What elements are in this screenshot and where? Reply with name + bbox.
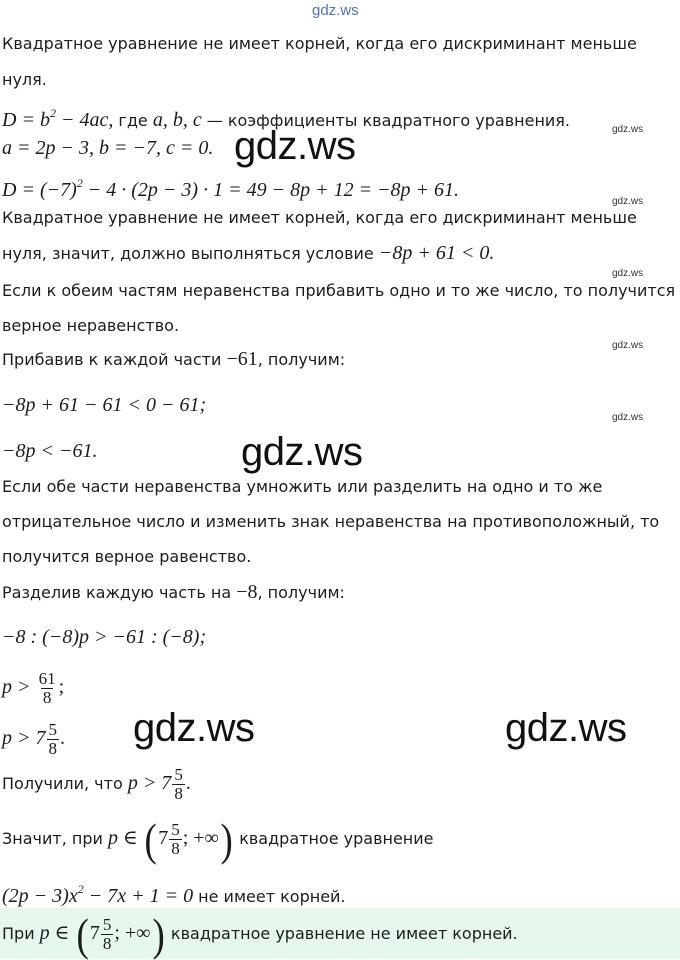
text-line: отрицательное число и изменить знак неравенства на противоположный, то [2, 512, 660, 531]
text: Значит, при [2, 829, 108, 848]
watermark-big: gdz.ws [505, 706, 627, 750]
inequality: −8p < −61. [2, 440, 98, 462]
watermark-big: gdz.ws [234, 124, 356, 168]
text-line: получится верное равенство. [2, 547, 252, 566]
inequality: −8 : (−8)p > −61 : (−8); [2, 626, 207, 648]
watermark-big: gdz.ws [133, 706, 255, 750]
text-line: Если к обеим частям неравенства прибавить одно и то же число, то получится [2, 281, 676, 300]
divide-step [2, 581, 345, 604]
text: не имеет корней. [193, 887, 346, 906]
result-line: Получили, что p > 7 $\frac{5}{8}$ . [2, 765, 191, 803]
fraction: $\frac{5}{8}$ [171, 820, 180, 858]
text-line: Квадратное уравнение не имеет корней, когда его дискриминант меньше [2, 34, 637, 53]
text: Прибавив к каждой части [2, 350, 227, 369]
text: Получили, что [2, 774, 128, 793]
text: При [2, 924, 40, 943]
math: p > 7 [2, 727, 46, 749]
math: p ∈ [107, 827, 138, 849]
formula: $D = b^2 - 4ac$, [2, 106, 114, 131]
text: квадратное уравнение [234, 829, 434, 848]
math: −61 [226, 348, 258, 370]
watermark-small: gdz.ws [612, 196, 644, 207]
coefficients: a = 2p − 3, b = −7, c = 0. [2, 137, 214, 159]
text-line: верное неравенство. [2, 316, 180, 335]
fraction-inequality: p > $\frac{61}{8}$ ; [2, 669, 65, 707]
interval-line: Значит, при p ∈ (7 $\frac{5}{8}$ ; +∞) квадратное уравнение [2, 813, 434, 865]
text: где [113, 111, 153, 130]
vars: a, b, c [152, 109, 202, 131]
condition-line [2, 242, 494, 265]
mixed-fraction-inequality: p > 7 $\frac{5}{8}$ . [2, 720, 65, 758]
watermark-small: gdz.ws [612, 124, 644, 135]
text: , получим: [257, 350, 346, 369]
discriminant-calc: $D = (-7)^2 - 4 \cdot (2p - 3) \cdot 1 = 49 - 8p + 12 = -8p + 61$. [2, 176, 460, 201]
watermark-small: gdz.ws [612, 268, 644, 279]
math: −8p + 61 < 0. [378, 242, 495, 264]
equation-line [2, 878, 346, 908]
text: — коэффициенты квадратного уравнения. [201, 111, 571, 130]
equation: $(2p - 3)x^2 - 7x + 1 = 0$ [2, 882, 194, 907]
fraction: $\frac{5}{8}$ [48, 720, 57, 758]
fraction: $\frac{5}{8}$ [102, 915, 112, 953]
math: p ∈ [39, 922, 70, 944]
text-line: нуля. [2, 70, 47, 89]
text: , получим: [257, 583, 345, 602]
fraction: $\frac{61}{8}$ [38, 669, 56, 707]
math: −8 [236, 581, 258, 603]
text-line: Квадратное уравнение не имеет корней, когда его дискриминант меньше [2, 208, 637, 227]
text-line: Если обе части неравенства умножить или разделить на одно и то же [2, 477, 603, 496]
watermark-small: gdz.ws [612, 412, 644, 423]
add-step [2, 348, 345, 371]
watermark-big: gdz.ws [241, 430, 363, 474]
watermark-small: gdz.ws [612, 340, 644, 351]
answer-line: При p ∈ (7 $\frac{5}{8}$ ; +∞) квадратное уравнение не имеет корней. [2, 908, 518, 960]
fraction: $\frac{5}{8}$ [174, 765, 183, 803]
text: квадратное уравнение не имеет корней. [165, 924, 518, 943]
math: p > [2, 676, 31, 698]
inequality: −8p + 61 − 61 < 0 − 61; [2, 394, 207, 416]
math: p > 7 [127, 772, 172, 794]
text: Разделив каждую часть на [2, 583, 237, 602]
text: нуля, значит, должно выполняться условие [2, 244, 379, 263]
watermark-top: gdz.ws [312, 2, 359, 19]
